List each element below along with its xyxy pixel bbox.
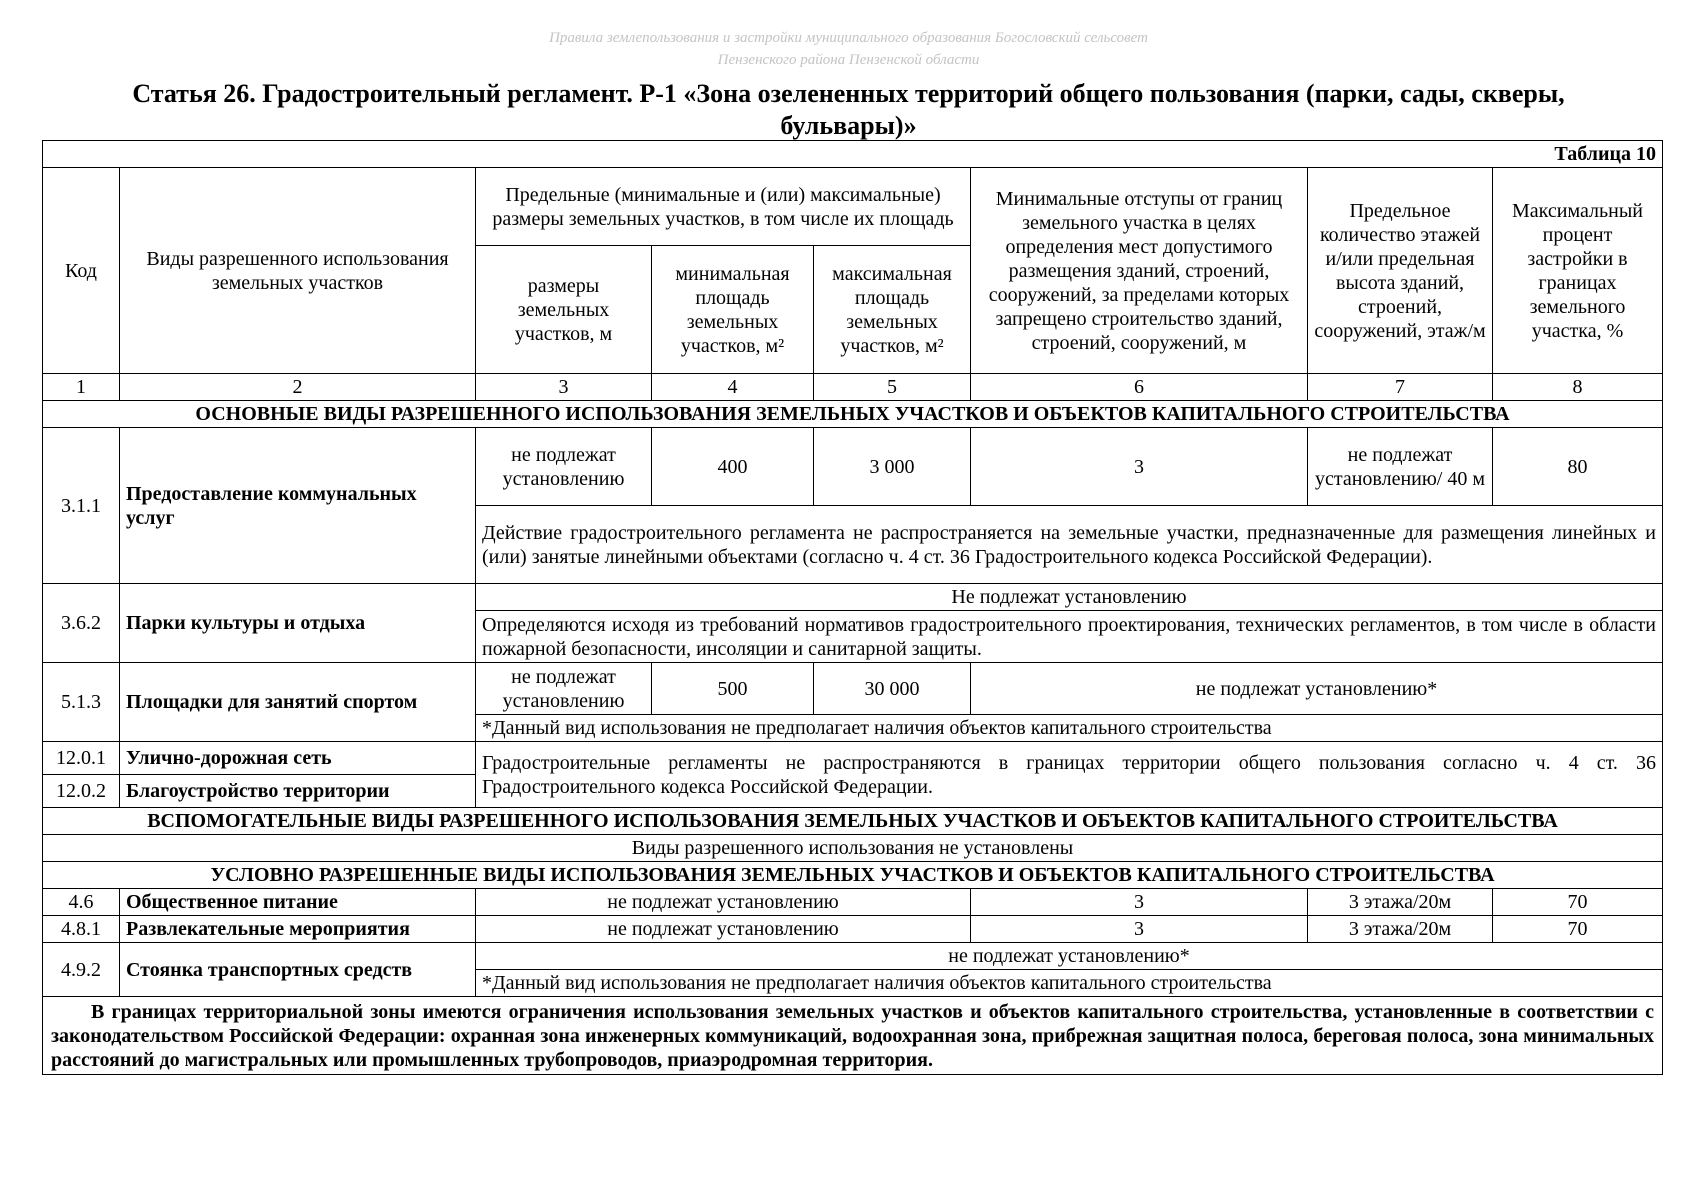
row-code: 3.1.1 [43, 428, 120, 584]
zone-restrictions-text: В границах территориальной зоны имеются ограничения использования земельных участков и объектов капитального строительства, установленные в соответствии с законодательством Российской Федерации: охранная зона инженерных коммуникаций, водоохранная зона, прибрежная защитная полоса, береговая полоса, зона минимальных расстояний до магистральных или промышленных трубопроводов, приаэродромная территория. [51, 1000, 1654, 1071]
row-sizes: не подлежат установлению [476, 663, 652, 715]
row-code: 12.0.1 [43, 742, 120, 775]
table-row [43, 889, 1663, 916]
section-row [43, 862, 1663, 889]
document-header-line2: Пензенского района Пензенской области [717, 52, 980, 68]
table-row [43, 428, 1663, 506]
table-row [43, 663, 1663, 715]
row-use-name: Стоянка транспортных средств [120, 943, 476, 997]
row-code: 4.8.1 [43, 916, 120, 943]
row-max-area: 3 000 [814, 428, 971, 506]
section-auxiliary-note: Виды разрешенного использования не установлены [43, 835, 1663, 862]
article-title: Статья 26. Градостроительный регламент. Р-1 «Зона озелененных территорий общего пользования (парки, сады, скверы, бульвары)» [132, 79, 1565, 140]
section-row [43, 808, 1663, 835]
column-number: 6 [971, 374, 1308, 401]
row-setbacks: 3 [971, 889, 1308, 916]
row-coverage: 80 [1493, 428, 1663, 506]
row-code: 12.0.2 [43, 775, 120, 808]
row-min-area: 500 [652, 663, 814, 715]
row-use-name: Благоустройство территории [120, 775, 476, 808]
table-label-row [43, 141, 1663, 168]
section-note-row [43, 835, 1663, 862]
zone-restrictions-note [43, 997, 1663, 1075]
row-limits: не подлежат установлению [476, 889, 971, 916]
row-floors: не подлежат установлению/ 40 м [1308, 428, 1493, 506]
row-note: Градостроительные регламенты не распространяются в границах территории общего пользования согласно ч. 4 ст. 36 Градостроительного кодекса Российской Федерации. [476, 742, 1663, 808]
column-number: 3 [476, 374, 652, 401]
row-floors: 3 этажа/20м [1308, 916, 1493, 943]
column-number: 7 [1308, 374, 1493, 401]
column-number: 1 [43, 374, 120, 401]
row-use-name: Развлекательные мероприятия [120, 916, 476, 943]
row-setbacks: 3 [971, 428, 1308, 506]
row-coverage: 70 [1493, 889, 1663, 916]
header-row [43, 168, 1663, 246]
column-number: 8 [1493, 374, 1663, 401]
header-use-types: Виды разрешенного использования земельных участков [120, 168, 476, 374]
regulation-table [42, 140, 1663, 1075]
document-header-line1: Правила землепользования и застройки муниципального образования Богословский сельсовет [549, 30, 1148, 46]
header-coverage: Максимальный процент застройки в границах земельного участка, % [1493, 168, 1663, 374]
row-use-name: Предоставление коммунальных услуг [120, 428, 476, 584]
header-floors: Предельное количество этажей и/или предельная высота зданий, строений, сооружений, этаж/м [1308, 168, 1493, 374]
row-code: 5.1.3 [43, 663, 120, 742]
section-main-heading: ОСНОВНЫЕ ВИДЫ РАЗРЕШЕННОГО ИСПОЛЬЗОВАНИЯ ЗЕМЕЛЬНЫХ УЧАСТКОВ И ОБЪЕКТОВ КАПИТАЛЬНОГО СТРОИТЕЛЬСТВА [43, 401, 1663, 428]
row-note: *Данный вид использования не предполагает наличия объектов капитального строительства [476, 715, 1663, 742]
header-limits-group: Предельные (минимальные и (или) максимальные) размеры земельных участков, в том числе их площадь [476, 168, 971, 246]
row-code: 3.6.2 [43, 584, 120, 663]
column-number: 4 [652, 374, 814, 401]
row-note: *Данный вид использования не предполагает наличия объектов капитального строительства [476, 970, 1663, 997]
row-value: Не подлежат установлению [476, 584, 1663, 611]
section-conditional-heading: УСЛОВНО РАЗРЕШЕННЫЕ ВИДЫ ИСПОЛЬЗОВАНИЯ ЗЕМЕЛЬНЫХ УЧАСТКОВ И ОБЪЕКТОВ КАПИТАЛЬНОГО СТРОИТЕЛЬСТВА [43, 862, 1663, 889]
row-floors: 3 этажа/20м [1308, 889, 1493, 916]
row-setbacks: 3 [971, 916, 1308, 943]
row-coverage: 70 [1493, 916, 1663, 943]
row-code: 4.6 [43, 889, 120, 916]
header-sizes: размеры земельных участков, м [476, 246, 652, 374]
row-note: Действие градостроительного регламента не распространяется на земельные участки, предназначенные для размещения линейных и (или) занятые линейными объектами (согласно ч. 4 ст. 36 Градостроительного кодекса Российской Федерации). [476, 506, 1663, 584]
table-row [43, 742, 1663, 775]
row-note: Определяются исходя из требований нормативов градостроительного проектирования, технических регламентов, в том числе в области пожарной безопасности, инсоляции и санитарной защиты. [476, 611, 1663, 663]
row-use-name: Парки культуры и отдыха [120, 584, 476, 663]
table-row [43, 584, 1663, 611]
column-number: 5 [814, 374, 971, 401]
row-code: 4.9.2 [43, 943, 120, 997]
row-use-name: Улично-дорожная сеть [120, 742, 476, 775]
header-max-area: максимальная площадь земельных участков, м² [814, 246, 971, 374]
row-min-area: 400 [652, 428, 814, 506]
row-use-name: Общественное питание [120, 889, 476, 916]
table-number-label: Таблица 10 [43, 141, 1663, 168]
row-max-area: 30 000 [814, 663, 971, 715]
header-min-area: минимальная площадь земельных участков, м² [652, 246, 814, 374]
header-setbacks: Минимальные отступы от границ земельного участка в целях определения мест допустимого размещения зданий, строений, сооружений, за пределами которых запрещено строительство зданий, строений, сооружений, м [971, 168, 1308, 374]
footer-row [43, 997, 1663, 1075]
column-number: 2 [120, 374, 476, 401]
row-value: не подлежат установлению* [476, 943, 1663, 970]
section-row [43, 401, 1663, 428]
row-sizes: не подлежат установлению [476, 428, 652, 506]
header-code: Код [43, 168, 120, 374]
row-rest-value: не подлежат установлению* [971, 663, 1663, 715]
section-auxiliary-heading: ВСПОМОГАТЕЛЬНЫЕ ВИДЫ РАЗРЕШЕННОГО ИСПОЛЬЗОВАНИЯ ЗЕМЕЛЬНЫХ УЧАСТКОВ И ОБЪЕКТОВ КАПИТАЛЬНОГО СТРОИТЕЛЬСТВА [43, 808, 1663, 835]
row-limits: не подлежат установлению [476, 916, 971, 943]
column-number-row [43, 374, 1663, 401]
row-use-name: Площадки для занятий спортом [120, 663, 476, 742]
table-row [43, 943, 1663, 970]
table-row [43, 916, 1663, 943]
